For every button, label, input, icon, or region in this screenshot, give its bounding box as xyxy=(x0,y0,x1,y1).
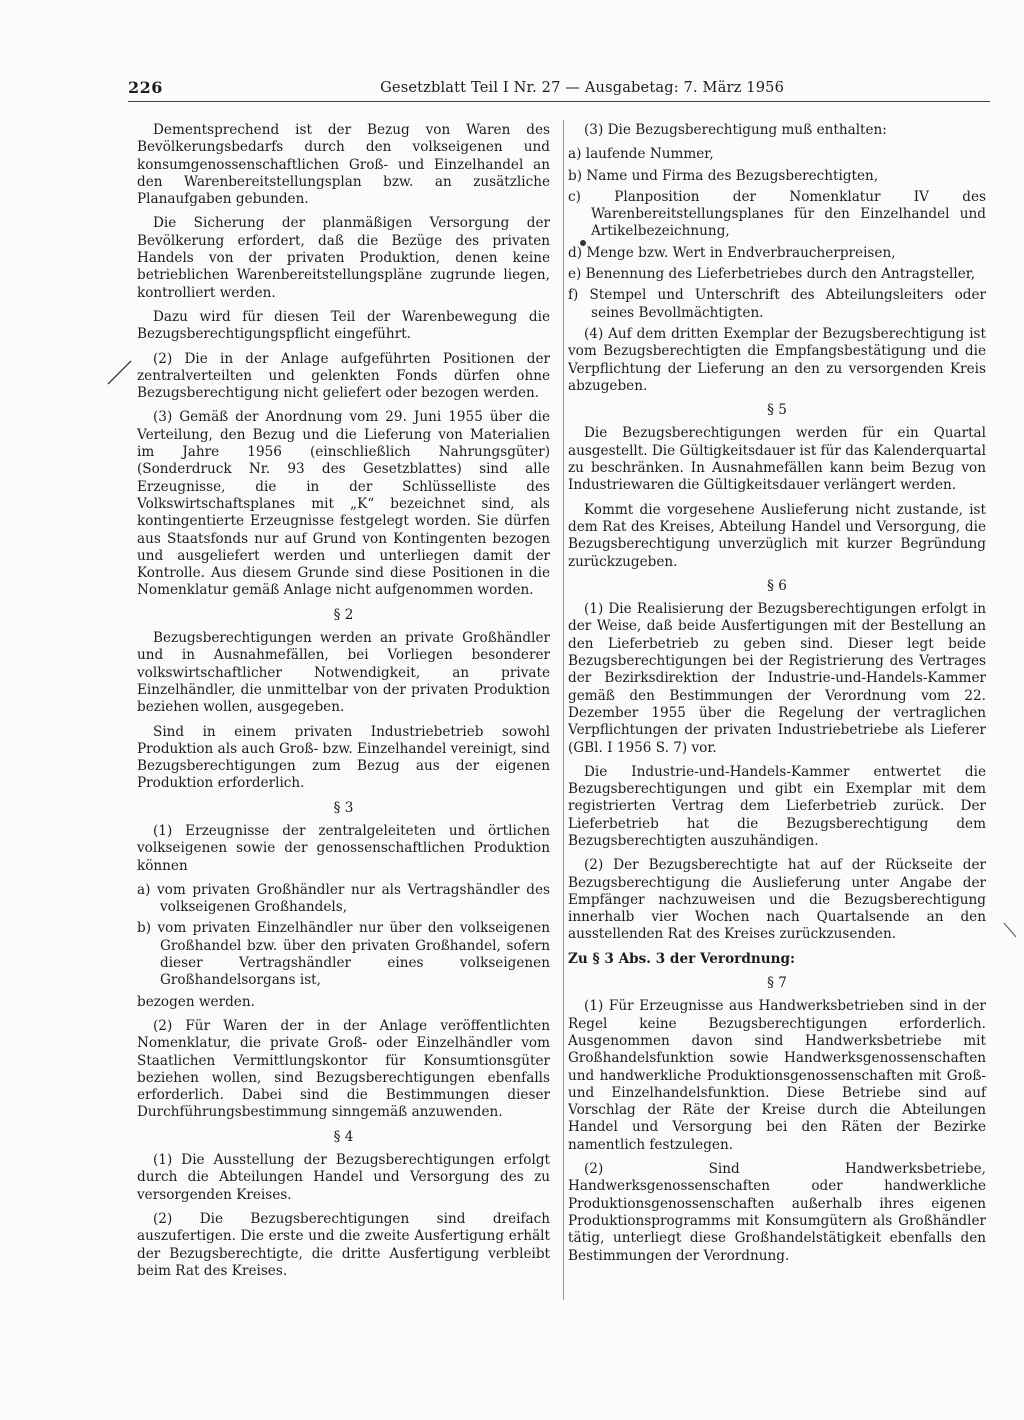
list-item: d) Menge bzw. Wert in Endverbraucherpreisen, xyxy=(568,244,896,261)
section-heading: § 2 xyxy=(333,606,354,623)
paragraph: Sind in einem privaten Industriebetrieb sowohl Produktion als auch Groß- bzw. Einzelhandel vereinigt, sind Bezugsberechtigungen zum Bezug aus der eigenen Produktion erforderlich. xyxy=(137,723,550,792)
paragraph: Die Sicherung der planmäßigen Versorgung der Bevölkerung erfordert, daß die Bezüge des privaten Handels von der privaten Produktion, denen keine betrieblichen Warenbereitstellungspläne zugrunde liegen, kontrolliert werden. xyxy=(137,215,550,301)
paragraph: (3) Die Bezugsberechtigung muß enthalten: xyxy=(584,122,887,138)
paragraph: Die Bezugsberechtigungen werden für ein Quartal ausgestellt. Die Gültigkeitsdauer ist für das Kalenderquartal zu beschränken. In Ausnahmefällen kann beim Bezug von Industriewaren die Gültigkeitsdauer verlängert werden. xyxy=(568,425,986,494)
paragraph: (1) Erzeugnisse der zentralgeleiteten und örtlichen volkseigenen sowie der genossenschaftlichen Produktion können xyxy=(137,822,550,874)
section-heading: § 7 xyxy=(767,975,787,992)
paragraph: Die Industrie-und-Handels-Kammer entwertet die Bezugsberechtigungen und gibt ein Exemplar mit dem registrierten Vertrag dem Lieferbetrieb zurück. Der Lieferbetrieb hat die Bezugsberechtigung dem Bezugsberechtigten auszuhändigen. xyxy=(568,763,986,849)
paragraph: (2) Sind Handwerksbetriebe, Handwerksgenossenschaften oder handwerkliche Produktionsgenossenschaften außerhalb ihres eigenen Produktionsprogramms mit Konsumgütern als Großhändler tätig, unterliegt diese Großhandelstätigkeit ebenfalls den Bestimmungen der Verordnung. xyxy=(568,1161,986,1264)
paragraph: (1) Die Realisierung der Bezugsberechtigungen erfolgt in der Weise, daß beide Ausfertigungen mit der Bestellung an den Lieferbetrieb zu geben sind. Dieser legt beide Bezugsberechtigungen bei der Registrierung des Vertrages der Bezirksdirektion der Industrie-und-Handels-Kammer gemäß den Bestimmungen der Verordnung vom 22. Dezember 1955 über die Regelung der vertraglichen Verpflichtungen der privaten Industriebetriebe als Lieferer (GBl. I 1956 S. 7) vor. xyxy=(568,601,986,756)
list-item: b) Name und Firma des Bezugsberechtigten, xyxy=(568,167,879,184)
left-column xyxy=(137,122,550,1287)
column-divider xyxy=(563,120,564,1300)
paragraph: (2) Die in der Anlage aufgeführten Positionen der zentralverteilten und gelenkten Fonds dürfen ohne Bezugsberechtigung nicht geliefert oder bezogen werden. xyxy=(137,350,550,402)
margin-slash-mark xyxy=(104,357,134,387)
list-item: c) Planposition der Nomenklatur IV des Warenbereitstellungsplanes für den Einzelhandel und Artikelbezeichnung, xyxy=(568,188,986,240)
paragraph: Dazu wird für diesen Teil der Warenbewegung die Bezugsberechtigungspflicht eingeführt. xyxy=(137,308,550,343)
paragraph: (2) Die Bezugsberechtigungen sind dreifach auszufertigen. Die erste und die zweite Ausfertigung erhält der Bezugsberechtigte, die dritte Ausfertigung verbleibt beim Rat des Kreises. xyxy=(137,1210,550,1279)
header-rule xyxy=(128,101,990,102)
paragraph: Dementsprechend ist der Bezug von Waren des Bevölkerungsbedarfs durch den volkseigenen und konsumgenossenschaftlichen Groß- und Einzelhandel an den Warenbereitstellungsplan bzw. an zusätzliche Planaufgaben gebunden. xyxy=(137,122,550,208)
paragraph: (1) Die Ausstellung der Bezugsberechtigungen erfolgt durch die Abteilungen Handel und Versorgung des zu versorgenden Kreises. xyxy=(137,1152,550,1203)
running-title: Gesetzblatt Teil I Nr. 27 — Ausgabetag: 7. März 1956 xyxy=(380,79,784,96)
section-heading: § 4 xyxy=(333,1128,354,1145)
section-heading: § 5 xyxy=(767,402,787,419)
paragraph: Kommt die vorgesehene Auslieferung nicht zustande, ist dem Rat des Kreises, Abteilung Handel und Versorgung, die Bezugsberechtigung unverzüglich mit kurzer Begründung zurückzugeben. xyxy=(568,501,986,570)
list-item: a) laufende Nummer, xyxy=(568,146,714,163)
paragraph: Bezugsberechtigungen werden an private Großhändler und in Ausnahmefällen, bei Vorliegen besonderer volkswirtschaftlicher Notwendigkeit, an private Einzelhändler, die unmittelbar von der privaten Produktion beziehen wollen, ausgegeben. xyxy=(137,630,550,716)
paragraph: (1) Für Erzeugnisse aus Handwerksbetrieben sind in der Regel keine Bezugsberechtigungen erforderlich. Ausgenommen davon sind Handwerksbetriebe mit Großhandelsfunktion sowie Handwerksgenossenschaften und handwerkliche Produktionsgenossenschaften mit Groß- und Einzelhandelsfunktion. Diese Betriebe sind auf Vorschlag der Räte der Kreise durch die Abteilungen Handel und Versorgung bei den Räten der Bezirke namentlich festzulegen. xyxy=(568,998,986,1153)
list-item: a) vom privaten Großhändler nur als Vertragshändler des volkseigenen Großhandels, xyxy=(137,881,550,916)
subheading: Zu § 3 Abs. 3 der Verordnung: xyxy=(568,950,795,967)
list-item: b) vom privaten Einzelhändler nur über den volkseigenen Großhandel bzw. über den privaten Großhandel, sofern dieser Vertragshändler eines volkseigenen Großhandelsorgans ist, xyxy=(137,920,550,989)
page-number: 226 xyxy=(128,78,163,97)
paragraph: (4) Auf dem dritten Exemplar der Bezugsberechtigung ist vom Bezugsberechtigten die Empfangsbestätigung und die Verpflichtung der Lieferung an den zu versorgenden Kreis abzugeben. xyxy=(568,325,986,394)
paragraph: (2) Für Waren der in der Anlage veröffentlichten Nomenklatur, die private Groß- oder Einzelhändler vom Staatlichen Vermittlungskontor für Konsumtionsgüter beziehen wollen, sind Bezugsberechtigungen ebenfalls erforderlich. Dabei sind die Bestimmungen dieser Durchführungsbestimmung sinngemäß anzuwenden. xyxy=(137,1017,550,1121)
section-heading: § 3 xyxy=(333,799,354,816)
right-column xyxy=(568,122,986,1272)
margin-tick-mark xyxy=(1002,920,1020,940)
paragraph: (2) Der Bezugsberechtigte hat auf der Rückseite der Bezugsberechtigung die Auslieferung unter Angabe der Empfänger nachzuweisen und die Bezugsberechtigung innerhalb vier Wochen nach Quartalsende an den ausstellenden Rat des Kreises zurückzusenden. xyxy=(568,857,986,943)
paragraph: bezogen werden. xyxy=(137,993,255,1010)
paragraph: (3) Gemäß der Anordnung vom 29. Juni 1955 über die Verteilung, den Bezug und die Lieferung von Materialien im Jahre 1956 (einschließlich Nahrungsgüter) (Sonderdruck Nr. 93 des Gesetzblattes) sind alle Erzeugnisse, die in der Schlüsselliste des Volkswirtschaftsplanes mit „K“ bezeichnet sind, als kontingentierte Erzeugnisse festgelegt worden. Sie dürfen aus Staatsfonds nur auf Grund von Kontingenten bezogen und ausgeliefert werden und unterliegen damit der Kontrolle. Aus diesem Grunde sind diese Positionen in die Nomenklatur gemäß Anlage nicht aufgenommen worden. xyxy=(137,409,550,599)
page-header xyxy=(128,78,784,102)
list-item: f) Stempel und Unterschrift des Abteilungsleiters oder seines Bevollmächtigten. xyxy=(568,287,986,321)
section-heading: § 6 xyxy=(767,577,787,594)
list-item: e) Benennung des Lieferbetriebes durch den Antragsteller, xyxy=(568,266,976,283)
